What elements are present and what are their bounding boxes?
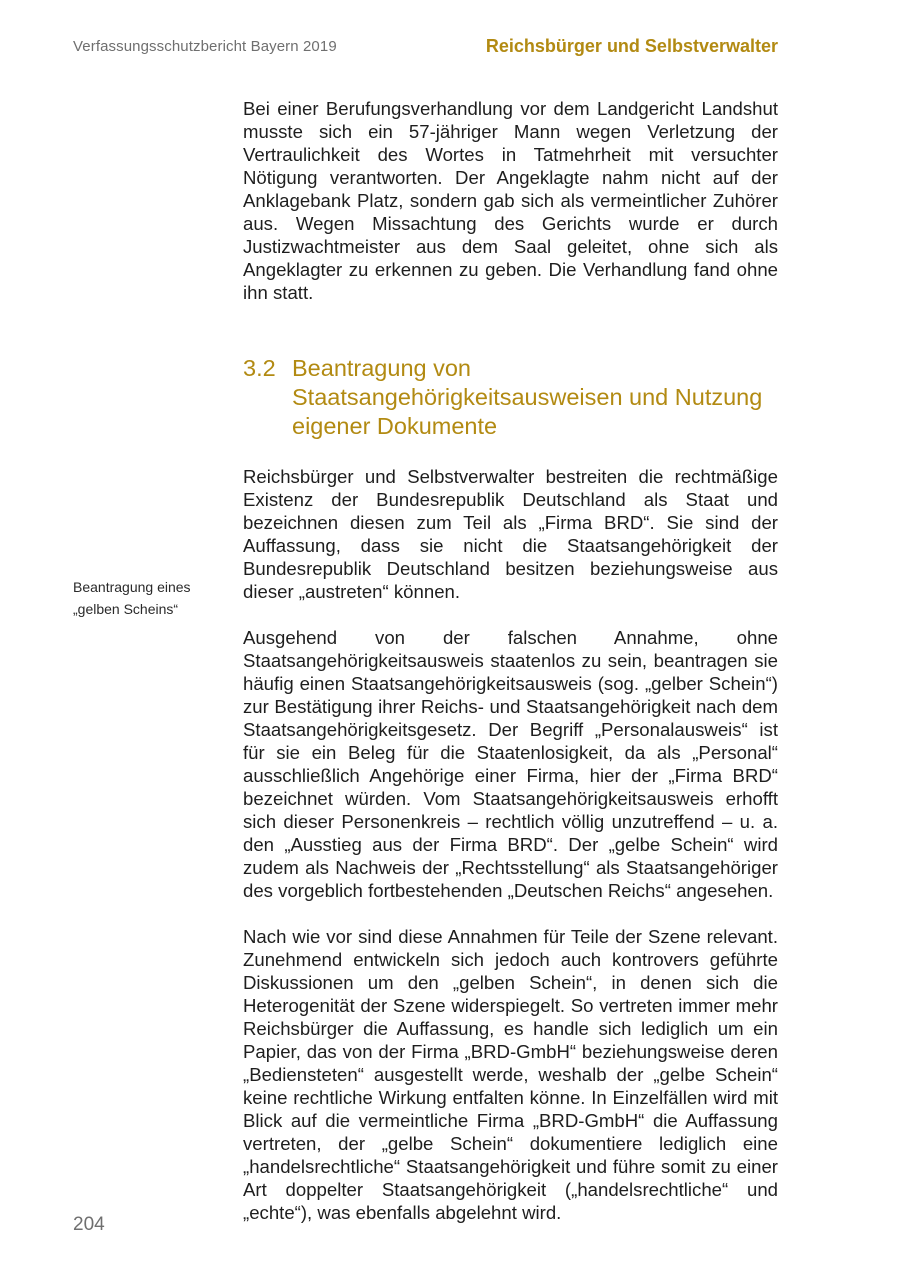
margin-note-line: „gelben Scheins“: [73, 601, 179, 617]
section-title: Beantragung von Staatsangehörigkeitsausweisen und Nutzung eigener Dokumente: [292, 355, 763, 439]
paragraph-gelber-schein: Ausgehend von der falschen Annahme, ohne Staatsangehörigkeitsausweis staatenlos zu sein, beantragen sie häufig einen Staatsangehörigkeitsausweis (sog. „gelber Schein“) zur Bestätigung ihrer Reichs- und Staatsangehörigkeit nach dem Staatsangehörigkeitsgesetz. Der Begriff „Personalausweis“ ist für sie ein Beleg für die Staatenlosigkeit, da als „Personal“ ausschließlich Angehörige einer Firma, hier der „Firma BRD“ bezeichnet würden. Vom Staatsangehörigkeitsausweis erhofft sich dieser Personenkreis – rechtlich völlig unzutreffend – u. a. den „Ausstieg aus der Firma BRD“. Der „gelbe Schein“ wird zudem als Nachweis der „Rechtsstellung“ als Staatsangehöriger des vorgeblich fortbestehenden „Deutschen Reichs“ angesehen.: [243, 627, 778, 901]
paragraph-court-hearing: Bei einer Berufungsverhandlung vor dem Landgericht Landshut musste sich ein 57-jähriger Mann wegen Verletzung der Vertraulichkeit des Wortes in Tatmehrheit mit versuchter Nötigung verantworten. Der Angeklagte nahm nicht auf der Anklagebank Platz, sondern gab sich als vermeintlicher Zuhörer aus. Wegen Missachtung des Gerichts wurde er durch Justizwachtmeister aus dem Saal geleitet, ohne sich als Angeklagter zu erkennen zu geben. Die Verhandlung fand ohne ihn statt.: [243, 98, 778, 303]
margin-note: [73, 576, 223, 620]
main-text-column: [243, 97, 778, 1224]
section-number: 3.2: [243, 355, 276, 381]
page-number: 204: [73, 1214, 105, 1235]
paragraph-scene-discussion: Nach wie vor sind diese Annahmen für Teile der Szene relevant. Zunehmend entwickeln sich jedoch auch kontrovers geführte Diskussionen um den „gelben Schein“, in denen sich die Heterogenität der Szene widerspiegelt. So vertreten immer mehr Reichsbürger die Auffassung, es handle sich lediglich um ein Papier, das von der Firma „BRD-GmbH“ beziehungsweise deren „Bediensteten“ ausgestellt werde, weshalb der „gelbe Schein“ keine rechtliche Wirkung entfalten könne. In Einzelfällen wird mit Blick auf die vermeintliche Firma „BRD-GmbH“ die Auffassung vertreten, der „gelbe Schein“ dokumentiere lediglich eine „handelsrechtliche“ Staatsangehörigkeit und führe somit zu einer Art doppelter Staatsangehörigkeit („handelsrechtliche“ und „echte“), was ebenfalls abgelehnt wird.: [243, 926, 778, 1223]
section-heading: [243, 354, 778, 441]
paragraph-intro: Reichsbürger und Selbstverwalter bestreiten die rechtmäßige Existenz der Bundesrepublik Deutschland als Staat und bezeichnen diesen zum Teil als „Firma BRD“. Sie sind der Auffassung, dass sie nicht die Staatsangehörigkeit der Bundesrepublik Deutschland besitzen beziehungsweise aus dieser „austreten“ können.: [243, 466, 778, 602]
running-header-left: Verfassungsschutzbericht Bayern 2019: [73, 38, 337, 55]
running-header-chapter-title: Reichsbürger und Selbstverwalter: [485, 36, 778, 56]
margin-note-line: Beantragung eines: [73, 579, 191, 595]
